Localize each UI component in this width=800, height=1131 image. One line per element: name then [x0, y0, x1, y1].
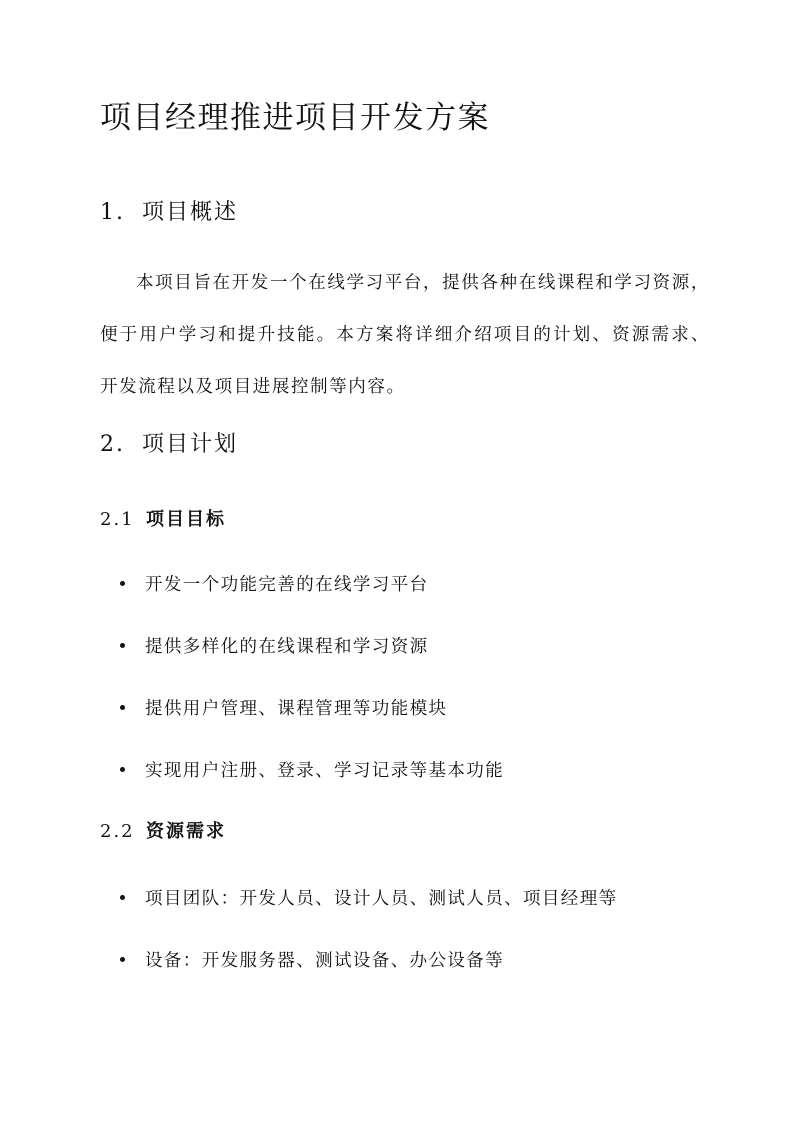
section-number: 2.: [100, 432, 125, 457]
bullet-icon: [120, 957, 125, 962]
section-title: 项目计划: [142, 432, 239, 457]
list-item-text: 提供用户管理、课程管理等功能模块: [145, 698, 448, 719]
list-item-text: 提供多样化的在线课程和学习资源: [145, 636, 429, 657]
section-title: 项目概述: [142, 200, 239, 225]
bullet-icon: [120, 895, 125, 900]
list-item-text: 实现用户注册、登录、学习记录等基本功能: [145, 760, 505, 781]
list-item: [100, 738, 504, 800]
subsection-title: 项目目标: [146, 509, 226, 530]
section-heading-overview: [100, 198, 238, 228]
list-item: [100, 866, 618, 928]
list-item: [100, 614, 504, 676]
subsection-number: 2.1: [100, 509, 135, 530]
goals-list: [100, 552, 504, 800]
list-item-text: 设备：开发服务器、测试设备、办公设备等: [145, 950, 505, 971]
list-item: [100, 676, 504, 738]
subsection-number: 2.2: [100, 821, 135, 842]
section-heading-plan: [100, 430, 238, 460]
overview-paragraph: 本项目旨在开发一个在线学习平台，提供各种在线课程和学习资源，便于用户学习和提升技能。本方案将详细介绍项目的计划、资源需求、开发流程以及项目进展控制等内容。: [100, 273, 710, 397]
list-item: [100, 928, 618, 990]
subsection-heading-resources: [100, 819, 226, 845]
list-item-text: 开发一个功能完善的在线学习平台: [145, 574, 429, 595]
subsection-title: 资源需求: [146, 821, 226, 842]
list-item-text: 项目团队：开发人员、设计人员、测试人员、项目经理等: [145, 888, 618, 909]
bullet-icon: [120, 643, 125, 648]
bullet-icon: [120, 705, 125, 710]
bullet-icon: [120, 767, 125, 772]
bullet-icon: [120, 581, 125, 586]
resources-list: [100, 866, 618, 990]
document-title: 项目经理推进项目开发方案: [100, 100, 490, 136]
list-item: [100, 552, 504, 614]
subsection-heading-goals: [100, 507, 226, 533]
section-number: 1.: [100, 200, 125, 225]
